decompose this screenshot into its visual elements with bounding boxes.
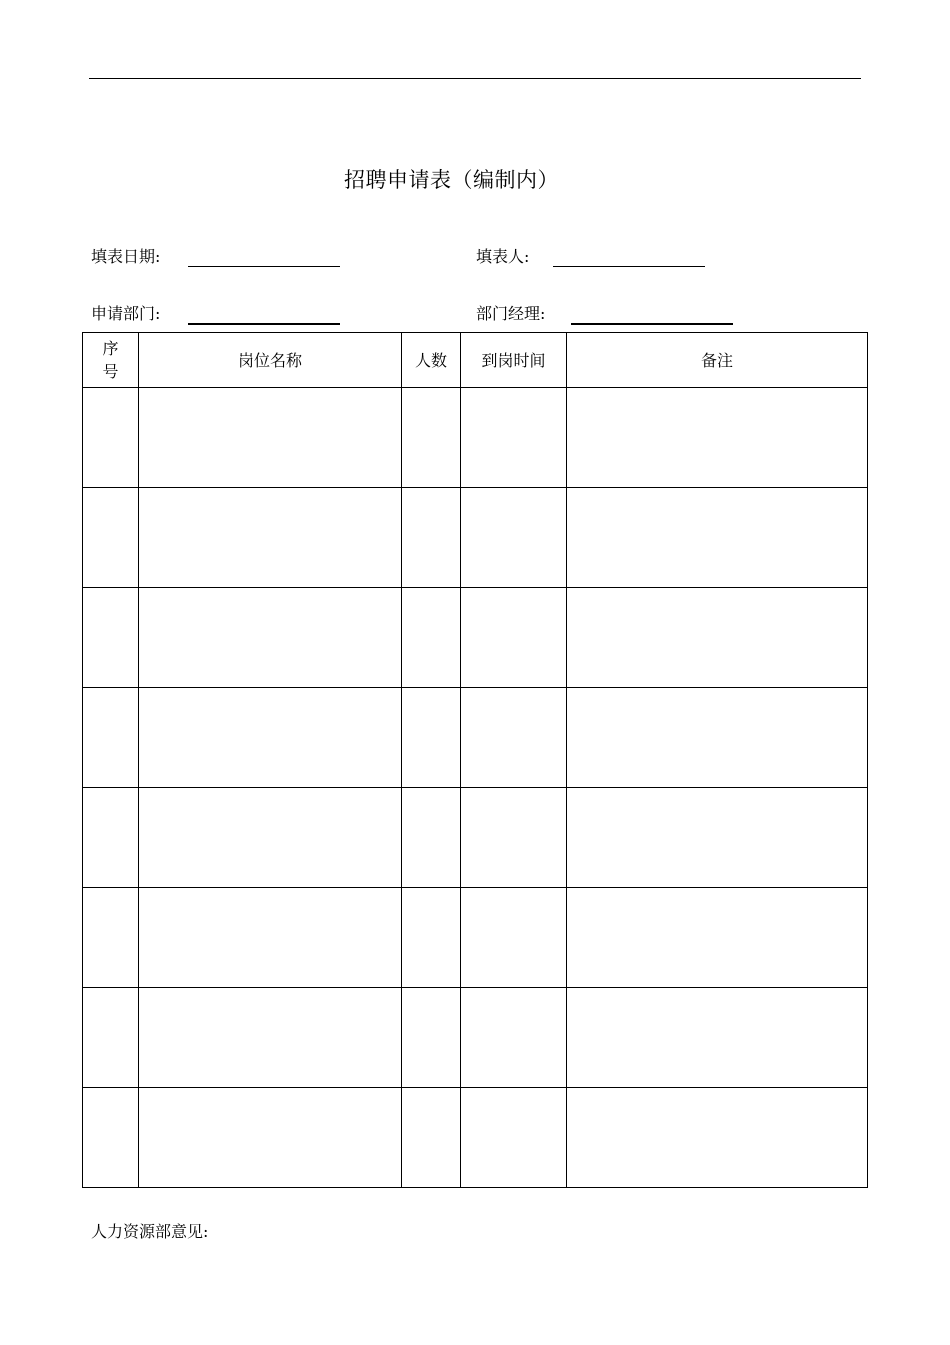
- cell-count[interactable]: [402, 588, 461, 688]
- cell-position[interactable]: [139, 788, 402, 888]
- cell-remarks[interactable]: [567, 788, 868, 888]
- header-seq: [83, 333, 139, 388]
- cell-remarks[interactable]: [567, 688, 868, 788]
- cell-seq[interactable]: [83, 388, 139, 488]
- manager-input-line[interactable]: [571, 323, 733, 325]
- cell-position[interactable]: [139, 388, 402, 488]
- table-header-row: [83, 333, 868, 388]
- cell-position[interactable]: [139, 1088, 402, 1188]
- cell-remarks[interactable]: [567, 888, 868, 988]
- cell-position[interactable]: [139, 488, 402, 588]
- cell-remarks[interactable]: [567, 488, 868, 588]
- cell-count[interactable]: [402, 488, 461, 588]
- cell-position[interactable]: [139, 988, 402, 1088]
- cell-arrival-time[interactable]: [461, 988, 567, 1088]
- cell-count[interactable]: [402, 388, 461, 488]
- header-arrival-time: 到岗时间: [461, 333, 567, 388]
- filler-label: 填表人:: [476, 247, 530, 266]
- cell-seq[interactable]: [83, 488, 139, 588]
- cell-arrival-time[interactable]: [461, 388, 567, 488]
- cell-arrival-time[interactable]: [461, 688, 567, 788]
- hr-opinion-label: 人力资源部意见:: [91, 1222, 209, 1241]
- cell-remarks[interactable]: [567, 1088, 868, 1188]
- cell-count[interactable]: [402, 888, 461, 988]
- cell-position[interactable]: [139, 688, 402, 788]
- manager-field: [476, 303, 736, 325]
- cell-arrival-time[interactable]: [461, 888, 567, 988]
- header-rule: [89, 78, 861, 79]
- manager-label: 部门经理:: [476, 304, 546, 323]
- department-label: 申请部门:: [91, 304, 161, 323]
- table-row: [83, 788, 868, 888]
- table-row: [83, 588, 868, 688]
- header-position: 岗位名称: [139, 333, 402, 388]
- cell-seq[interactable]: [83, 588, 139, 688]
- table-row: [83, 888, 868, 988]
- fill-date-field: [91, 246, 341, 268]
- table-row: [83, 688, 868, 788]
- table-row: [83, 388, 868, 488]
- filler-field: [476, 246, 706, 268]
- cell-seq[interactable]: [83, 1088, 139, 1188]
- header-seq-line2: 号: [102, 362, 119, 381]
- cell-arrival-time[interactable]: [461, 788, 567, 888]
- table-row: [83, 488, 868, 588]
- fill-date-label: 填表日期:: [91, 247, 161, 266]
- recruitment-table: [82, 332, 868, 1188]
- department-input-line[interactable]: [188, 323, 340, 325]
- cell-arrival-time[interactable]: [461, 1088, 567, 1188]
- form-title: 招聘申请表（编制内）: [344, 168, 559, 192]
- cell-seq[interactable]: [83, 888, 139, 988]
- fill-date-input-line[interactable]: [188, 266, 340, 267]
- cell-remarks[interactable]: [567, 588, 868, 688]
- cell-remarks[interactable]: [567, 388, 868, 488]
- header-count: 人数: [402, 333, 461, 388]
- cell-arrival-time[interactable]: [461, 488, 567, 588]
- cell-remarks[interactable]: [567, 988, 868, 1088]
- cell-seq[interactable]: [83, 988, 139, 1088]
- cell-count[interactable]: [402, 688, 461, 788]
- cell-count[interactable]: [402, 988, 461, 1088]
- cell-position[interactable]: [139, 588, 402, 688]
- cell-seq[interactable]: [83, 688, 139, 788]
- table-row: [83, 988, 868, 1088]
- cell-position[interactable]: [139, 888, 402, 988]
- cell-arrival-time[interactable]: [461, 588, 567, 688]
- header-seq-line1: 序: [102, 339, 119, 358]
- department-field: [91, 303, 341, 325]
- header-remarks: 备注: [567, 333, 868, 388]
- table-row: [83, 1088, 868, 1188]
- filler-input-line[interactable]: [553, 266, 705, 267]
- cell-seq[interactable]: [83, 788, 139, 888]
- cell-count[interactable]: [402, 1088, 461, 1188]
- cell-count[interactable]: [402, 788, 461, 888]
